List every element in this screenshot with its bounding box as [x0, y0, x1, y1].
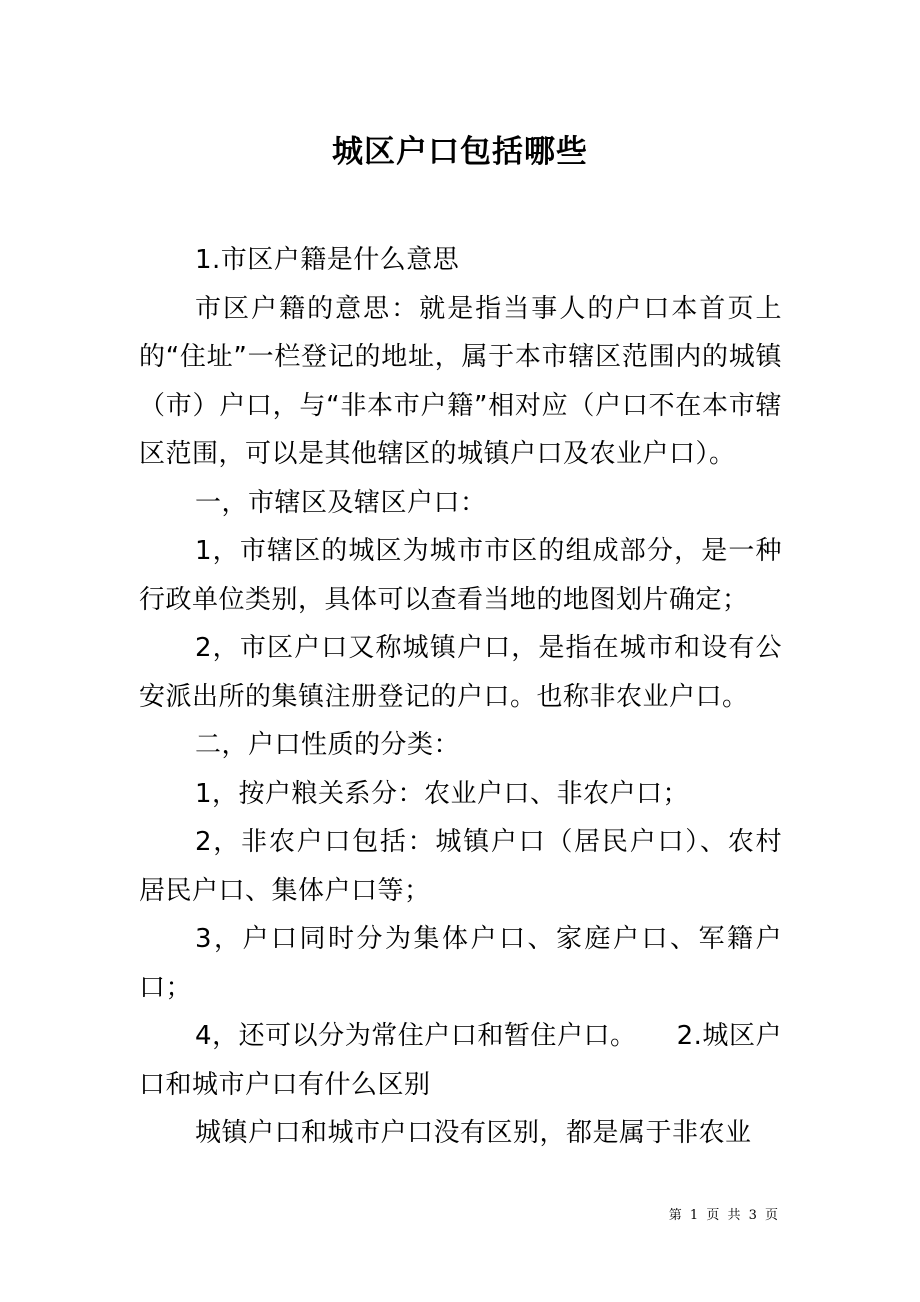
- paragraph: 1.市区户籍是什么意思: [195, 245, 460, 275]
- paragraph: 二，户口性质的分类：: [195, 730, 461, 760]
- paragraph: 城镇户口和城市户口没有区别，都是属于非农业: [195, 1118, 752, 1148]
- paragraph: 3，户口同时分为集体户口、家庭户口、军籍户口；: [139, 924, 782, 1003]
- document-title: 城区户口包括哪些: [332, 134, 588, 170]
- paragraph: 4，还可以分为常住户口和暂住户口。 2.城区户口和城市户口有什么区别: [139, 1021, 782, 1100]
- paragraph: 1，按户粮关系分：农业户口、非农户口；: [195, 778, 690, 809]
- paragraph: 2，非农户口包括：城镇户口（居民户口）、农村居民户口、集体户口等；: [139, 827, 782, 906]
- paragraph: 2，市区户口又称城镇户口，是指在城市和设有公安派出所的集镇注册登记的户口。也称非农业户口。: [139, 633, 782, 712]
- document-body: [139, 236, 782, 1158]
- paragraph: 一，市辖区及辖区户口：: [195, 487, 487, 518]
- paragraph: 市区户籍的意思：就是指当事人的户口本首页上的“住址”一栏登记的地址，属于本市辖区范围内的城镇（市）户口，与“非本市户籍”相对应（户口不在本市辖区范围，可以是其他辖区的城镇户口及农业户口）。: [139, 293, 782, 469]
- paragraph: 1，市辖区的城区为城市市区的组成部分，是一种行政单位类别，具体可以查看当地的地图划片确定；: [139, 536, 782, 615]
- page-footer: 第 1 页 共 3 页: [668, 1208, 780, 1223]
